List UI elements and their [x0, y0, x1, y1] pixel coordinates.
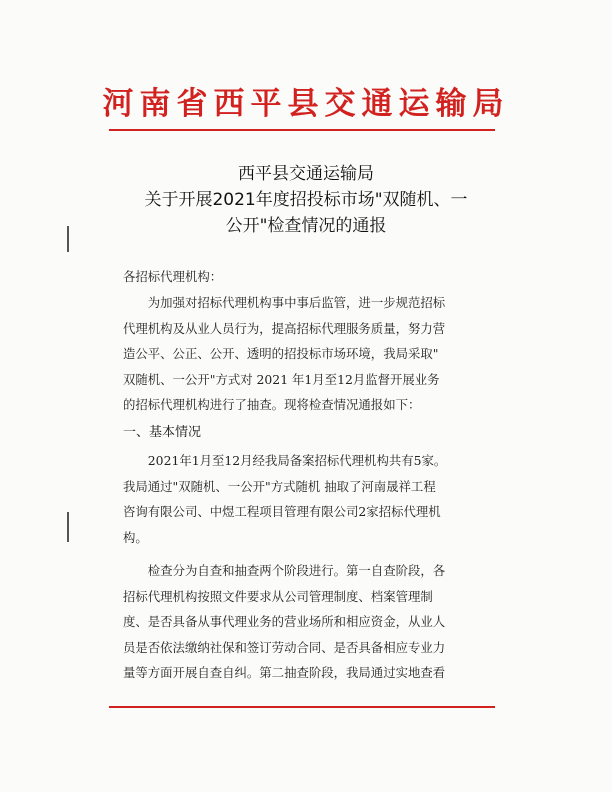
binding-mark: [67, 512, 69, 542]
section-heading: 一、基本情况: [123, 425, 202, 440]
paragraph-line: 咨询有限公司、中煜工程项目管理有限公司2家招标代理机: [123, 504, 441, 519]
paragraph-line: 检查分为自查和抽查两个阶段进行。第一自查阶段，各: [147, 563, 446, 578]
paragraph-inspection: [123, 558, 493, 686]
paragraph-line: 员是否依法缴纳社保和签订劳动合同、是否具备相应专业力: [123, 639, 446, 655]
title-line-2: 关于开展2021年度招投标市场"双随机、一: [144, 190, 468, 210]
paragraph-line: 代理机构及从业人员行为，提高招标代理服务质量，努力营: [123, 320, 446, 336]
paragraph-line: 招标代理机构按照文件要求从公司管理制度、档案管理制: [123, 588, 433, 604]
header-red-rule: [109, 129, 495, 131]
title-line-1: 西平县交通运输局: [238, 164, 374, 184]
paragraph-line: 我局通过"双随机、一公开"方式随机 抽取了河南晟祥工程: [123, 478, 436, 494]
organization-header: 河南省西平县交通运输局: [102, 86, 510, 122]
paragraph-line: 度、是否具备从事代理业务的营业场所和相应资金，从业人: [123, 614, 446, 629]
footer-red-rule: [109, 706, 495, 708]
document-title: [60, 161, 552, 239]
paragraph-line: 双随机、一公开"方式对 2021 年1月至12月监督开展业务: [123, 371, 440, 387]
paragraph-line: 为加强对招标代理机构事中事后监管，进一步规范招标: [147, 295, 446, 310]
paragraph-intro: [123, 290, 493, 418]
paragraph-line: 的招标代理机构进行了抽查。现将检查情况通报如下：: [123, 397, 421, 412]
paragraph-basic-info: [123, 448, 493, 550]
paragraph-line: 2021年1月至12月经我局备案招标代理机构共有5家。: [147, 453, 447, 468]
paragraph-line: 造公平、公正、公开、透明的招投标市场环境，我局采取": [123, 346, 439, 361]
title-line-3: 公开"检查情况的通报: [225, 216, 387, 236]
paragraph-line: 构。: [123, 529, 148, 545]
binding-mark: [67, 226, 69, 252]
paragraph-line: 量等方面开展自查自纠。第二抽查阶段，我局通过实地查看: [123, 665, 446, 680]
salutation: 各招标代理机构：: [123, 269, 223, 284]
